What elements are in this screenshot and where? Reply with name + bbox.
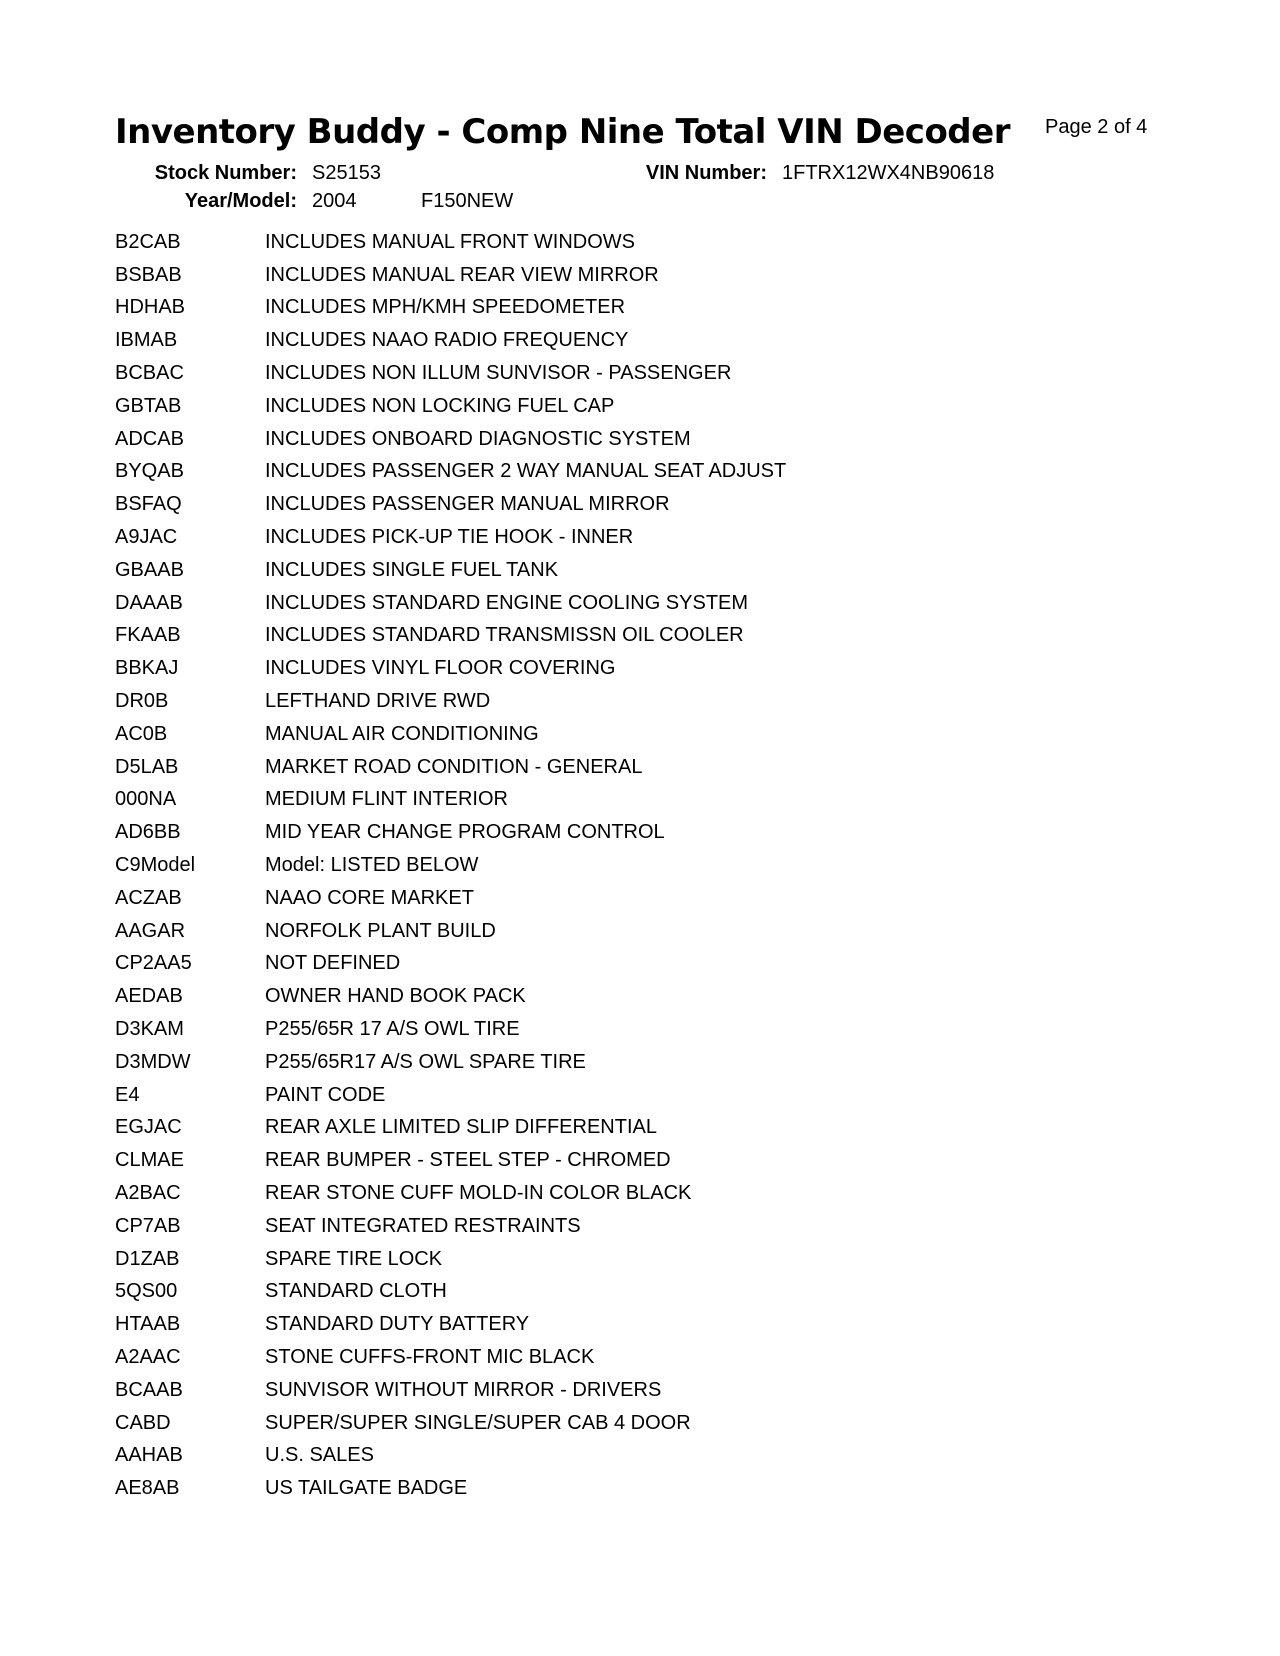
option-code-row [115, 1439, 1015, 1472]
year-model-label: Year/Model: [184, 190, 297, 212]
option-code: HDHAB [115, 296, 186, 319]
option-description: REAR AXLE LIMITED SLIP DIFFERENTIAL [265, 1116, 657, 1139]
option-description: STANDARD CLOTH [265, 1280, 447, 1303]
option-description: INCLUDES PICK-UP TIE HOOK - INNER [265, 526, 634, 549]
vin-number-label: VIN Number: [645, 162, 767, 184]
option-code: CLMAE [115, 1149, 184, 1172]
option-description: INCLUDES PASSENGER MANUAL MIRROR [265, 493, 670, 516]
option-description: INCLUDES MANUAL REAR VIEW MIRROR [265, 263, 659, 286]
option-description: SUNVISOR WITHOUT MIRROR - DRIVERS [265, 1378, 662, 1401]
option-code-row [115, 1079, 1015, 1112]
option-code: CP2AA5 [115, 952, 192, 975]
option-code: AAHAB [115, 1444, 183, 1467]
option-description: OWNER HAND BOOK PACK [265, 985, 526, 1008]
option-code: 5QS00 [115, 1280, 178, 1303]
document-title: Inventory Buddy - Comp Nine Total VIN Decoder [115, 112, 1010, 152]
option-code-row [115, 948, 1015, 981]
option-code: CP7AB [115, 1214, 181, 1237]
option-code-row [115, 1112, 1015, 1145]
option-description: PAINT CODE [265, 1083, 386, 1106]
option-description: P255/65R 17 A/S OWL TIRE [265, 1018, 520, 1041]
option-code: AEDAB [115, 985, 183, 1008]
option-description: REAR STONE CUFF MOLD-IN COLOR BLACK [265, 1182, 692, 1204]
option-code-row [115, 259, 1015, 292]
option-description: SPARE TIRE LOCK [265, 1247, 443, 1270]
option-description: U.S. SALES [265, 1444, 374, 1467]
option-code-row [115, 784, 1015, 817]
option-code: BBKAJ [115, 657, 179, 680]
option-code: A2BAC [115, 1182, 181, 1204]
option-description: MARKET ROAD CONDITION - GENERAL [265, 755, 643, 778]
option-description: US TAILGATE BADGE [265, 1477, 468, 1500]
option-code: DAAAB [115, 591, 183, 614]
option-code: C9Model [115, 854, 196, 877]
option-code: CABD [115, 1411, 171, 1434]
option-code: DR0B [115, 690, 169, 713]
option-code-row [115, 1144, 1015, 1177]
option-code: HTAAB [115, 1313, 181, 1336]
option-code-row [115, 324, 1015, 357]
option-description: INCLUDES VINYL FLOOR COVERING [265, 657, 616, 680]
option-code: EGJAC [115, 1116, 182, 1139]
option-description: INCLUDES MPH/KMH SPEEDOMETER [265, 296, 626, 319]
option-description: INCLUDES MANUAL FRONT WINDOWS [265, 230, 636, 253]
option-code-row [115, 1243, 1015, 1276]
option-code-row [115, 488, 1015, 521]
page-indicator: Page 2 of 4 [1045, 116, 1148, 138]
stock-number-value: S25153 [312, 162, 381, 184]
option-description: STANDARD DUTY BATTERY [265, 1313, 530, 1336]
option-description: INCLUDES NON ILLUM SUNVISOR - PASSENGER [265, 362, 732, 385]
option-code-row [115, 1177, 1015, 1210]
option-description: MID YEAR CHANGE PROGRAM CONTROL [265, 821, 665, 844]
option-code: 000NA [115, 788, 177, 811]
option-code-row [115, 554, 1015, 587]
option-code-row [115, 1407, 1015, 1440]
option-code: IBMAB [115, 329, 178, 352]
option-code-row [115, 718, 1015, 751]
option-code: AD6BB [115, 821, 181, 844]
option-description: INCLUDES STANDARD TRANSMISSN OIL COOLER [265, 624, 744, 647]
option-code-row [115, 882, 1015, 915]
option-code: ACZAB [115, 886, 182, 909]
option-description: STONE CUFFS-FRONT MIC BLACK [265, 1345, 595, 1368]
year-value: 2004 [312, 190, 357, 212]
option-description: SUPER/SUPER SINGLE/SUPER CAB 4 DOOR [265, 1411, 691, 1434]
option-code: AC0B [115, 722, 168, 745]
option-description: NOT DEFINED [265, 952, 401, 975]
option-code: BSBAB [115, 263, 182, 286]
option-code-row [115, 357, 1015, 390]
option-code-row [115, 226, 1015, 259]
option-code-row [115, 292, 1015, 325]
option-code: ADCAB [115, 427, 184, 450]
option-description: MEDIUM FLINT INTERIOR [265, 788, 508, 811]
option-description: NORFOLK PLANT BUILD [265, 919, 496, 942]
option-code-row [115, 751, 1015, 784]
option-code: D5LAB [115, 755, 179, 778]
option-code: GBTAB [115, 394, 182, 417]
option-code-row [115, 1341, 1015, 1374]
option-code: D1ZAB [115, 1247, 180, 1270]
option-description: P255/65R17 A/S OWL SPARE TIRE [265, 1050, 586, 1073]
option-description: LEFTHAND DRIVE RWD [265, 690, 491, 713]
vin-number-value: 1FTRX12WX4NB90618 [782, 162, 995, 184]
option-code-row [115, 620, 1015, 653]
option-code: BSFAQ [115, 493, 182, 516]
option-code: E4 [115, 1083, 140, 1106]
option-code: A9JAC [115, 526, 178, 549]
stock-number-label: Stock Number: [154, 162, 297, 184]
option-code: BYQAB [115, 460, 184, 483]
option-code: D3MDW [115, 1050, 191, 1073]
option-code-row [115, 587, 1015, 620]
option-description: INCLUDES ONBOARD DIAGNOSTIC SYSTEM [265, 427, 691, 450]
option-code: A2AAC [115, 1345, 181, 1368]
option-code-list [115, 226, 1015, 1505]
option-description: Model: LISTED BELOW [265, 854, 479, 877]
option-code-row [115, 390, 1015, 423]
option-code: BCAAB [115, 1378, 183, 1401]
option-code-row [115, 456, 1015, 489]
option-description: SEAT INTEGRATED RESTRAINTS [265, 1214, 581, 1237]
option-code-row [115, 1210, 1015, 1243]
option-description: INCLUDES STANDARD ENGINE COOLING SYSTEM [265, 591, 749, 614]
option-code-row [115, 423, 1015, 456]
option-description: INCLUDES PASSENGER 2 WAY MANUAL SEAT ADJUST [265, 460, 787, 483]
option-code-row [115, 915, 1015, 948]
option-code-row [115, 849, 1015, 882]
option-code-row [115, 1472, 1015, 1505]
option-code-row [115, 521, 1015, 554]
option-description: REAR BUMPER - STEEL STEP - CHROMED [265, 1149, 671, 1172]
option-description: NAAO CORE MARKET [265, 886, 474, 909]
option-description: MANUAL AIR CONDITIONING [265, 722, 539, 745]
option-code-row [115, 652, 1015, 685]
option-code: BCBAC [115, 362, 184, 385]
option-code-row [115, 685, 1015, 718]
option-code: AE8AB [115, 1477, 180, 1500]
option-code: FKAAB [115, 624, 181, 647]
option-code: B2CAB [115, 230, 181, 253]
option-code-row [115, 816, 1015, 849]
option-code-row [115, 1013, 1015, 1046]
option-description: INCLUDES SINGLE FUEL TANK [265, 558, 559, 581]
option-code: GBAAB [115, 558, 184, 581]
option-code-row [115, 1276, 1015, 1309]
option-code-row [115, 1374, 1015, 1407]
option-code-row [115, 1308, 1015, 1341]
option-description: INCLUDES NON LOCKING FUEL CAP [265, 394, 615, 417]
option-code: D3KAM [115, 1018, 184, 1041]
option-code-row [115, 1046, 1015, 1079]
option-code-row [115, 980, 1015, 1013]
option-description: INCLUDES NAAO RADIO FREQUENCY [265, 329, 629, 352]
model-value: F150NEW [421, 190, 514, 212]
option-code: AAGAR [115, 919, 186, 942]
